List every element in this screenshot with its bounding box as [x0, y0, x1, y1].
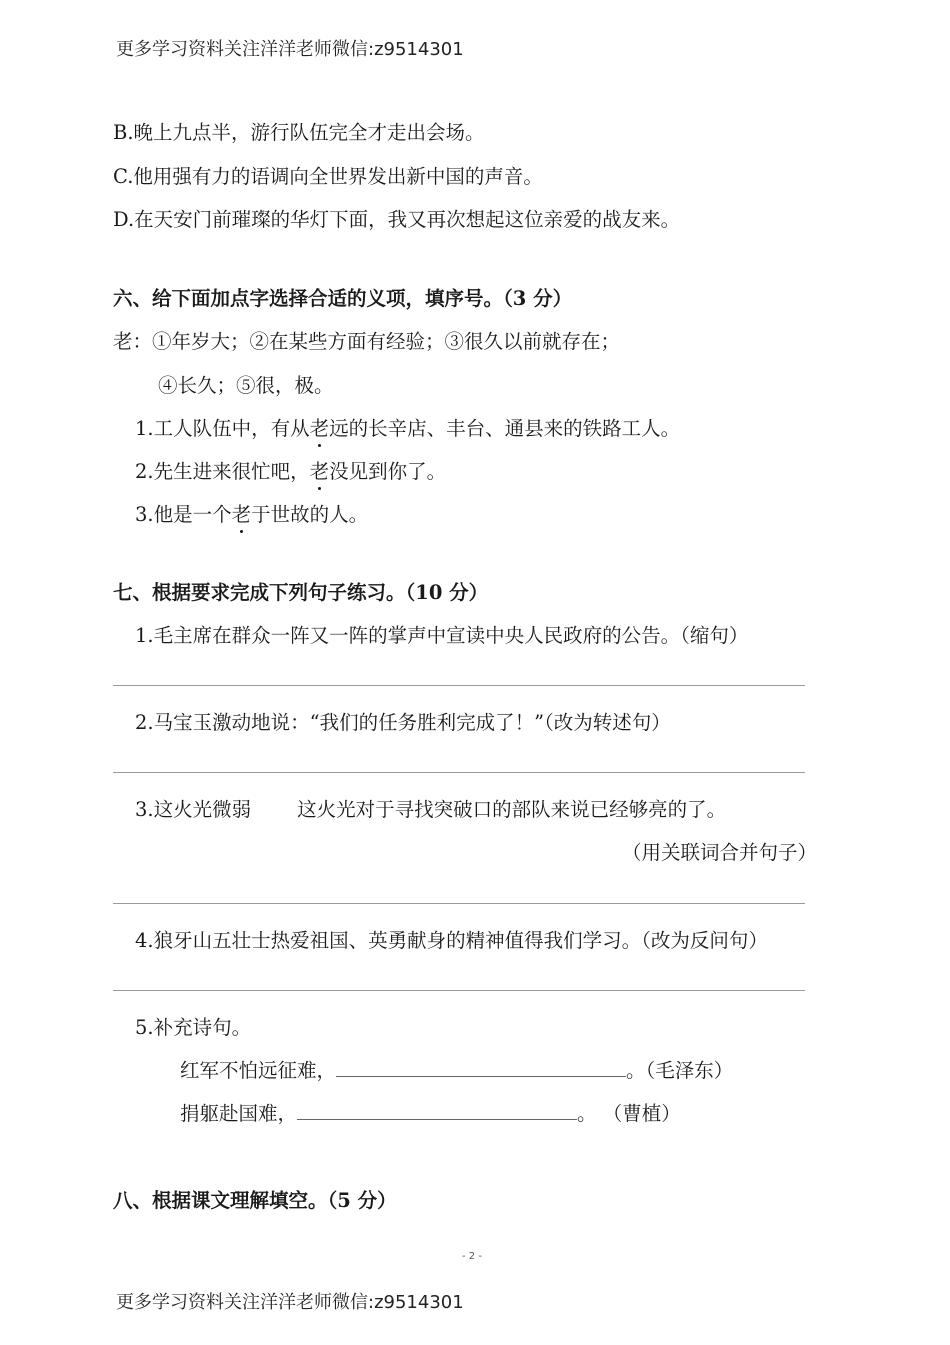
section-6-item-3 [135, 499, 368, 527]
question-3 [135, 794, 726, 822]
item-text: 2.先生进来很忙吧， [135, 460, 310, 483]
item-text: 没见到你了。 [329, 460, 447, 483]
question-3-hint: （用关联词合并句子） [622, 841, 818, 864]
section-7-title: 七、根据要求完成下列句子练习。（10 分） [113, 581, 489, 604]
question-5: 5.补充诗句。 [135, 1016, 252, 1039]
question-1: 1.毛主席在群众一阵又一阵的掌声中宣读中央人民政府的公告。（缩句） [135, 624, 749, 647]
option-d: D.在天安门前璀璨的华灯下面，我又再次想起这位亲爱的战友来。 [113, 208, 681, 231]
item-text: 远的长辛店、丰台、通县来的铁路工人。 [329, 417, 681, 440]
meanings-line-2: ④长久；⑤很，极。 [158, 374, 334, 397]
poem-line-1-end: 。（毛泽东） [626, 1059, 734, 1082]
question-3-part-2: 这火光对于寻找突破口的部队来说已经够亮的了。 [297, 798, 727, 821]
dotted-character: 老 [310, 413, 330, 441]
dotted-character: 老 [310, 456, 330, 484]
section-6-item-2 [135, 456, 446, 484]
item-text: 于世故的人。 [251, 503, 369, 526]
question-4: 4.狼牙山五壮士热爱祖国、英勇献身的精神值得我们学习。（改为反问句） [135, 929, 768, 952]
poem-line-2-start: 捐躯赴国难， [180, 1102, 298, 1125]
option-b: B.晚上九点半，游行队伍完全才走出会场。 [113, 121, 485, 144]
section-6-item-1 [135, 413, 680, 441]
meanings-line-1: 老：①年岁大；②在某些方面有经验；③很久以前就存在； [113, 330, 621, 353]
answer-line-2[interactable] [113, 772, 805, 773]
item-text: 1.工人队伍中，有从 [135, 417, 310, 440]
section-8-title: 八、根据课文理解填空。（5 分） [113, 1189, 397, 1212]
question-3-part-1: 3.这火光微弱 [135, 798, 252, 821]
section-6-title: 六、给下面加点字选择合适的义项，填序号。（3 分） [113, 287, 573, 310]
page-number: - 2 - [462, 1251, 482, 1262]
answer-line-1[interactable] [113, 685, 805, 686]
answer-line-3[interactable] [113, 903, 805, 904]
option-c: C.他用强有力的语调向全世界发出新中国的声音。 [113, 165, 543, 188]
page-header-text: 更多学习资料关注洋洋老师微信:z9514301 [116, 39, 464, 60]
poem-blank-2[interactable] [297, 1101, 577, 1120]
poem-line-1 [180, 1055, 733, 1083]
poem-line-2 [180, 1098, 681, 1126]
question-2: 2.马宝玉激动地说：“我们的任务胜利完成了！”（改为转述句） [135, 711, 671, 734]
answer-line-4[interactable] [113, 990, 805, 991]
poem-blank-1[interactable] [336, 1058, 626, 1077]
dotted-character: 老 [232, 499, 252, 527]
poem-line-1-start: 红军不怕远征难， [180, 1059, 337, 1082]
poem-line-2-end: 。 （曹植） [577, 1102, 681, 1125]
item-text: 3.他是一个 [135, 503, 232, 526]
page-footer-text: 更多学习资料关注洋洋老师微信:z9514301 [116, 1292, 464, 1313]
